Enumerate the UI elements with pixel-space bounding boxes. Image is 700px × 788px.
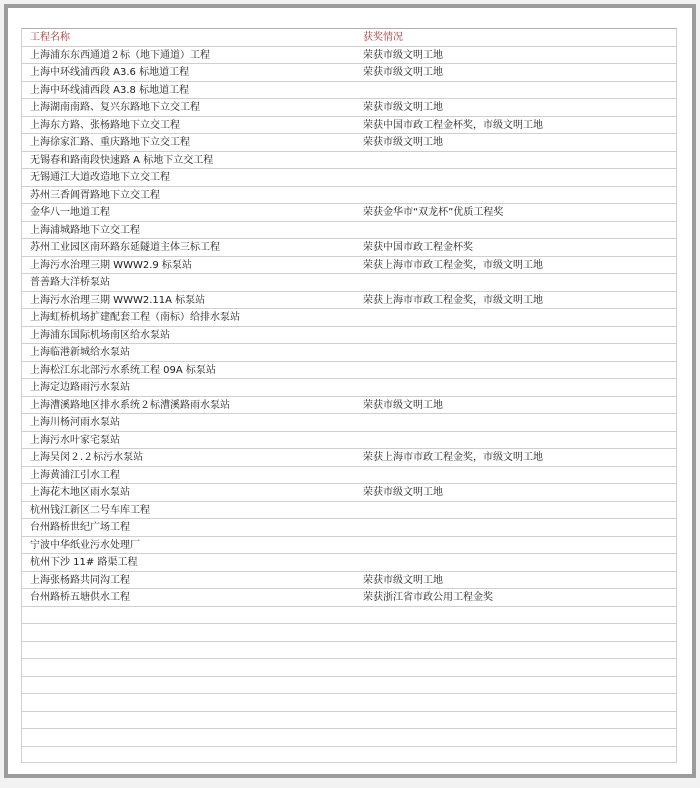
table-header (22, 29, 676, 47)
table-row (22, 187, 676, 205)
table-body (22, 47, 676, 764)
award-cell: 荣获市级文明工地 (363, 102, 443, 113)
table-row-empty (22, 694, 676, 712)
project-name-cell: 上海浦东东西通道２标（地下通道）工程 (30, 49, 210, 61)
award-cell: 荣获浙江省市政公用工程金奖 (363, 592, 493, 603)
table-row (22, 537, 676, 555)
project-name-cell: 上海浦城路地下立交工程 (30, 224, 140, 236)
table-row (22, 362, 676, 380)
table-row (22, 47, 676, 65)
award-cell: 荣获市级文明工地 (363, 399, 443, 411)
table-row (22, 519, 676, 537)
project-name-cell: 金华八一地道工程 (30, 207, 110, 218)
project-name-cell: 杭州下沙 11# 路渠工程 (30, 557, 138, 568)
award-cell: 荣获中国市政工程金杯奖，市级文明工地 (363, 119, 543, 131)
project-name-cell: 上海花木地区雨水泵站 (30, 487, 130, 498)
table-row (22, 309, 676, 327)
project-name-cell: 上海浦东国际机场南区给水泵站 (30, 329, 170, 341)
project-name-cell: 上海中环线浦西段 A3.6 标地道工程 (30, 67, 190, 78)
table-row-empty (22, 607, 676, 625)
table-row (22, 554, 676, 572)
award-cell: 荣获市级文明工地 (363, 67, 443, 78)
award-cell: 荣获上海市市政工程金奖，市级文明工地 (363, 259, 543, 271)
table-row (22, 117, 676, 135)
table-row (22, 484, 676, 502)
project-name-cell: 杭州钱江新区二号车库工程 (30, 504, 150, 516)
table-row-empty (22, 729, 676, 747)
table-row (22, 64, 676, 82)
table-row-empty (22, 624, 676, 642)
project-name-cell: 上海定边路雨污水泵站 (30, 382, 130, 393)
project-name-cell: 上海东方路、张杨路地下立交工程 (30, 119, 180, 131)
table-row-empty (22, 659, 676, 677)
award-cell: 荣获金华市“双龙杯”优质工程奖 (363, 207, 504, 218)
table-row (22, 344, 676, 362)
table-row (22, 572, 676, 590)
table-row-empty (22, 677, 676, 695)
table-row (22, 134, 676, 152)
table-row (22, 397, 676, 415)
project-name-cell: 上海污水治理三期 WWW2.9 标泵站 (30, 259, 192, 271)
project-name-cell: 上海污水叶家宅泵站 (30, 434, 120, 446)
project-name-cell: 上海徐家汇路、重庆路地下立交工程 (30, 137, 190, 148)
project-name-cell: 普善路大洋桥泵站 (30, 277, 110, 288)
project-name-cell: 上海松江东北部污水系统工程 09A 标泵站 (30, 364, 216, 376)
project-name-cell: 上海吴闵２.２标污水泵站 (30, 452, 144, 463)
table-row (22, 379, 676, 397)
award-cell: 荣获市级文明工地 (363, 137, 443, 148)
table-row (22, 589, 676, 607)
award-cell: 荣获市级文明工地 (363, 574, 443, 586)
table-row (22, 204, 676, 222)
project-name-cell: 台州路桥世纪广场工程 (30, 522, 130, 533)
award-cell: 荣获市级文明工地 (363, 487, 443, 498)
project-name-cell: 上海黄浦江引水工程 (30, 469, 120, 481)
page-frame (4, 4, 696, 778)
project-name-cell: 无锡通江大道改造地下立交工程 (30, 172, 170, 183)
table-row (22, 82, 676, 100)
table-row-empty (22, 712, 676, 730)
award-cell: 荣获市级文明工地 (363, 49, 443, 61)
project-name-cell: 宁波中华纸业污水处理厂 (30, 539, 140, 551)
project-name-cell: 上海张杨路共同沟工程 (30, 574, 130, 586)
project-name-cell: 上海湖南南路、复兴东路地下立交工程 (30, 102, 200, 113)
header-project-name: 工程名称 (30, 32, 70, 43)
project-name-cell: 无锡春和路南段快速路 A 标地下立交工程 (30, 154, 214, 166)
award-cell: 荣获中国市政工程金杯奖 (363, 242, 473, 253)
award-cell: 荣获上海市市政工程金奖，市级文明工地 (363, 452, 543, 463)
header-award: 获奖情况 (363, 32, 403, 43)
table-row (22, 169, 676, 187)
awards-table (21, 28, 677, 763)
project-name-cell: 苏州三香阊胥路地下立交工程 (30, 189, 160, 201)
table-row (22, 99, 676, 117)
project-name-cell: 上海污水治理三期 WWW2.11A 标泵站 (30, 294, 206, 306)
project-name-cell: 台州路桥五塘供水工程 (30, 592, 130, 603)
award-cell: 荣获上海市市政工程金奖，市级文明工地 (363, 294, 543, 306)
table-row (22, 152, 676, 170)
table-row-empty (22, 642, 676, 660)
table-row (22, 274, 676, 292)
table-row (22, 257, 676, 275)
table-row-empty (22, 747, 676, 764)
table-row (22, 239, 676, 257)
project-name-cell: 上海中环线浦西段 A3.8 标地道工程 (30, 84, 190, 96)
project-name-cell: 苏州工业园区南环路东延隧道主体三标工程 (30, 242, 220, 253)
table-row (22, 327, 676, 345)
table-row (22, 222, 676, 240)
project-name-cell: 上海虹桥机场扩建配套工程（南标）给排水泵站 (30, 312, 240, 323)
project-name-cell: 上海临港新城给水泵站 (30, 347, 130, 358)
table-row (22, 414, 676, 432)
table-row (22, 502, 676, 520)
table-row (22, 449, 676, 467)
table-row (22, 292, 676, 310)
project-name-cell: 上海漕溪路地区排水系统２标漕溪路雨水泵站 (30, 399, 230, 411)
project-name-cell: 上海川杨河雨水泵站 (30, 417, 120, 428)
table-row (22, 432, 676, 450)
table-row (22, 467, 676, 485)
